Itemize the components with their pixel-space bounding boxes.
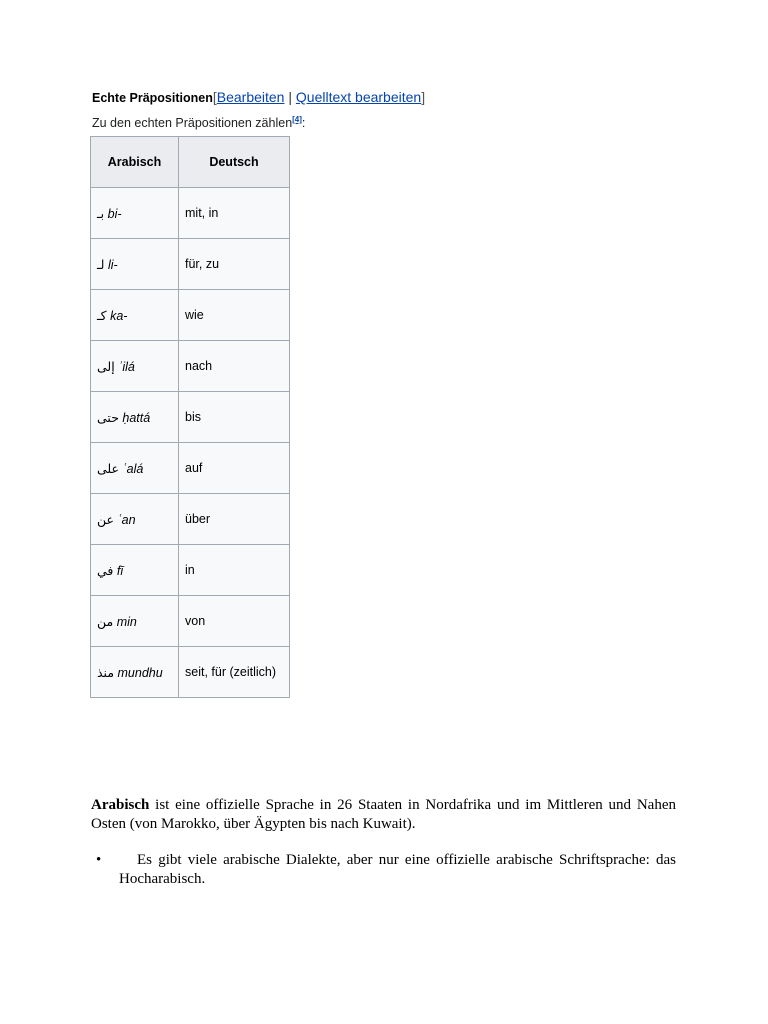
paragraph-bold-word: Arabisch xyxy=(91,797,150,813)
section-heading xyxy=(92,89,425,105)
transliteration: li- xyxy=(107,257,118,272)
header-deutsch: Deutsch xyxy=(179,137,290,188)
table-row xyxy=(91,494,290,545)
table-row xyxy=(91,341,290,392)
link-separator: | xyxy=(284,89,296,105)
german-cell: bis xyxy=(179,392,290,443)
transliteration: bi- xyxy=(107,206,122,221)
german-cell: seit, für (zeitlich) xyxy=(179,647,290,698)
table-row xyxy=(91,647,290,698)
heading-title: Echte Präpositionen xyxy=(92,91,213,105)
arabic-word: عن xyxy=(97,512,114,527)
arabic-cell xyxy=(91,443,179,494)
transliteration: ka- xyxy=(110,308,128,323)
german-cell: mit, in xyxy=(179,188,290,239)
transliteration: ḥattá xyxy=(122,410,151,425)
intro-text xyxy=(92,114,305,130)
transliteration: ʿan xyxy=(117,512,136,527)
arabic-word: لـ xyxy=(97,257,105,272)
bullet-icon: • xyxy=(96,852,102,868)
prepositions-table xyxy=(90,136,290,698)
intro-colon: : xyxy=(301,116,306,131)
intro-label: Zu den echten Präpositionen zählen xyxy=(92,116,293,131)
body-paragraph xyxy=(91,796,676,834)
paragraph-text: ist eine offizielle Sprache in 26 Staaten in Nordafrika und im Mittleren und Nahen Osten (von Marokko, über Ägypten bis nach Kuwait). xyxy=(91,797,676,832)
transliteration: fī xyxy=(116,563,124,578)
arabic-word: في xyxy=(97,563,114,578)
german-cell: nach xyxy=(179,341,290,392)
bracket-open: [ xyxy=(212,89,217,105)
arabic-cell xyxy=(91,545,179,596)
source-edit-link[interactable]: Quelltext bearbeiten xyxy=(295,89,422,105)
arabic-cell xyxy=(91,188,179,239)
list-item-text: Es gibt viele arabische Dialekte, aber nur eine offizielle arabische Schriftsprache: das Hocharabisch. xyxy=(119,852,676,887)
table-row xyxy=(91,596,290,647)
german-cell: von xyxy=(179,596,290,647)
arabic-cell xyxy=(91,290,179,341)
footnote-link[interactable]: [4] xyxy=(292,115,302,124)
transliteration: min xyxy=(116,614,137,629)
german-cell: auf xyxy=(179,443,290,494)
transliteration: ʿalá xyxy=(122,461,144,476)
table-header-row xyxy=(91,137,290,188)
bullet-list xyxy=(96,851,676,889)
transliteration: mundhu xyxy=(117,665,163,680)
arabic-word: على xyxy=(97,461,120,476)
table-row xyxy=(91,392,290,443)
german-cell: in xyxy=(179,545,290,596)
arabic-cell xyxy=(91,239,179,290)
arabic-word: كـ xyxy=(97,308,107,323)
arabic-word: منذ xyxy=(97,665,115,680)
edit-link[interactable]: Bearbeiten xyxy=(216,89,285,105)
table-row xyxy=(91,290,290,341)
table-row xyxy=(91,443,290,494)
arabic-word: بـ xyxy=(97,206,105,221)
arabic-cell xyxy=(91,494,179,545)
arabic-cell xyxy=(91,392,179,443)
german-cell: wie xyxy=(179,290,290,341)
bracket-close: ] xyxy=(421,89,426,105)
german-cell: über xyxy=(179,494,290,545)
table-row xyxy=(91,239,290,290)
german-cell: für, zu xyxy=(179,239,290,290)
footnote-ref xyxy=(292,114,302,125)
arabic-cell xyxy=(91,596,179,647)
arabic-cell xyxy=(91,341,179,392)
list-item xyxy=(96,851,676,889)
table-row xyxy=(91,545,290,596)
arabic-word: حتى xyxy=(97,410,119,425)
header-arabisch: Arabisch xyxy=(91,137,179,188)
table-row xyxy=(91,188,290,239)
arabic-word: من xyxy=(97,614,114,629)
arabic-word: إلى xyxy=(97,359,115,374)
transliteration: ʾilá xyxy=(118,359,135,374)
arabic-cell xyxy=(91,647,179,698)
